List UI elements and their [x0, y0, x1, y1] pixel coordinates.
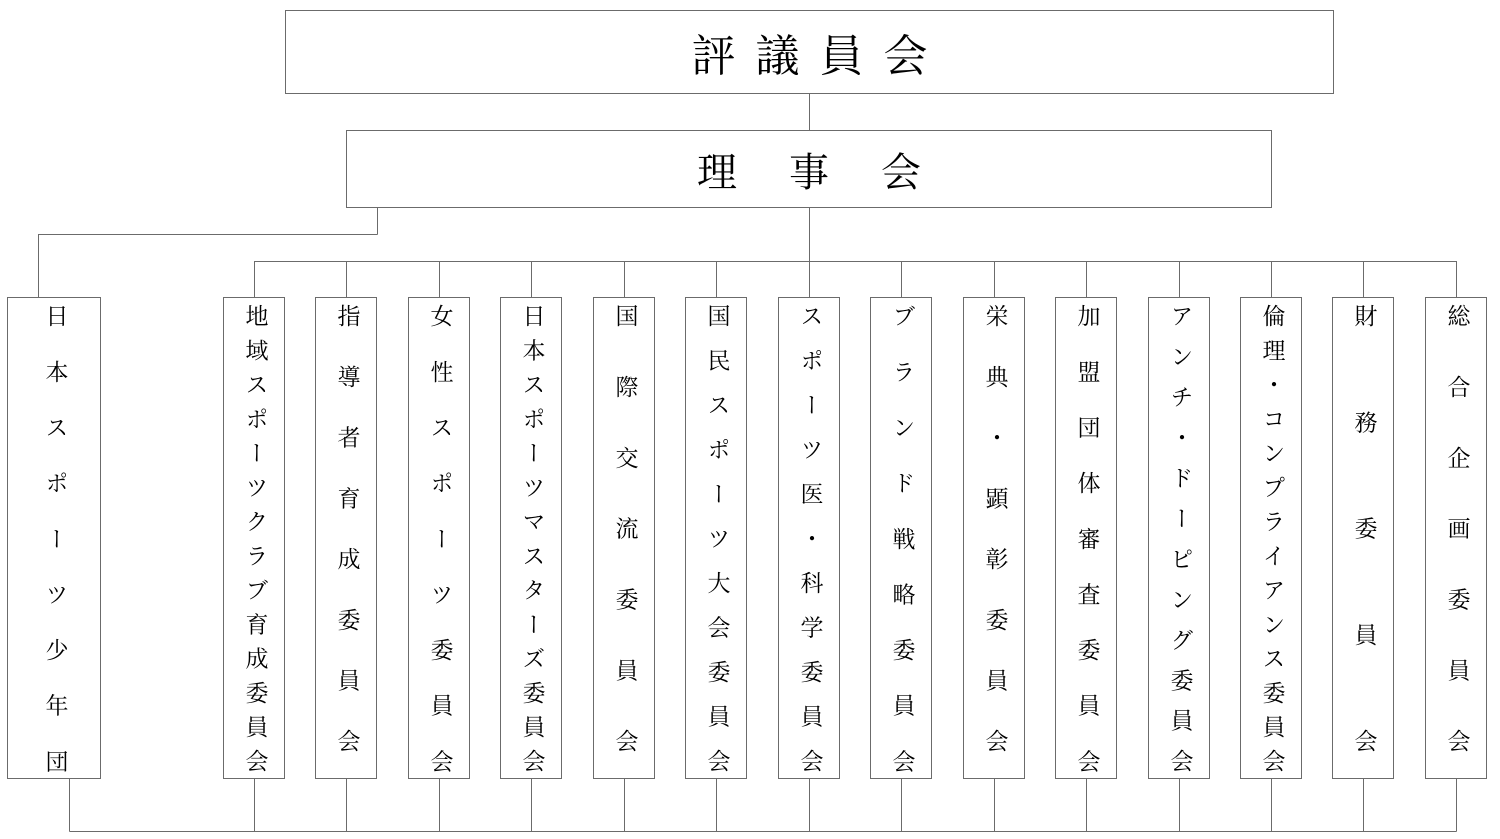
- council-label: 評議員会: [691, 31, 948, 82]
- committee-label: ブランド戦略委員会: [888, 304, 915, 805]
- committee-box: [593, 297, 655, 800]
- committee-label: 栄典・顕彰委員会: [981, 304, 1008, 790]
- committee-box: [1148, 297, 1210, 790]
- committee-box: [685, 297, 747, 794]
- committee-box: [223, 297, 285, 784]
- committee-label: スポーツ医・科学委員会: [796, 304, 823, 794]
- council-box: [285, 10, 1334, 94]
- committee-label: 指導者育成委員会: [333, 304, 360, 790]
- board-box: [346, 130, 1272, 208]
- committee-label: アンチ・ドーピング委員会: [1166, 304, 1193, 790]
- committee-box: [315, 297, 377, 790]
- committee-box: [500, 297, 562, 784]
- junior-sports-label: 日本スポーツ少年団: [41, 304, 68, 805]
- board-label: 理事会: [697, 149, 973, 196]
- committee-box: [870, 297, 932, 805]
- committee-box: [963, 297, 1025, 790]
- committee-box: [408, 297, 470, 805]
- committee-label: 倫理・コンプライアンス委員会: [1258, 304, 1285, 784]
- committee-label: 総合企画委員会: [1443, 304, 1470, 800]
- committee-box: [778, 297, 840, 794]
- committee-label: 日本スポーツマスターズ委員会: [518, 304, 545, 784]
- committee-label: 女性スポーツ委員会: [426, 304, 453, 805]
- committee-label: 財務委員会: [1350, 304, 1377, 836]
- committee-label: 加盟団体審査委員会: [1073, 304, 1100, 805]
- junior-sports-box: [7, 297, 101, 805]
- committee-label: 地域スポーツクラブ育成委員会: [241, 304, 268, 784]
- committee-label: 国際交流委員会: [611, 304, 638, 800]
- committee-box: [1055, 297, 1117, 805]
- committee-box: [1425, 297, 1487, 800]
- committee-box: [1332, 297, 1394, 836]
- committee-box: [1240, 297, 1302, 784]
- committee-label: 国民スポーツ大会委員会: [703, 304, 730, 794]
